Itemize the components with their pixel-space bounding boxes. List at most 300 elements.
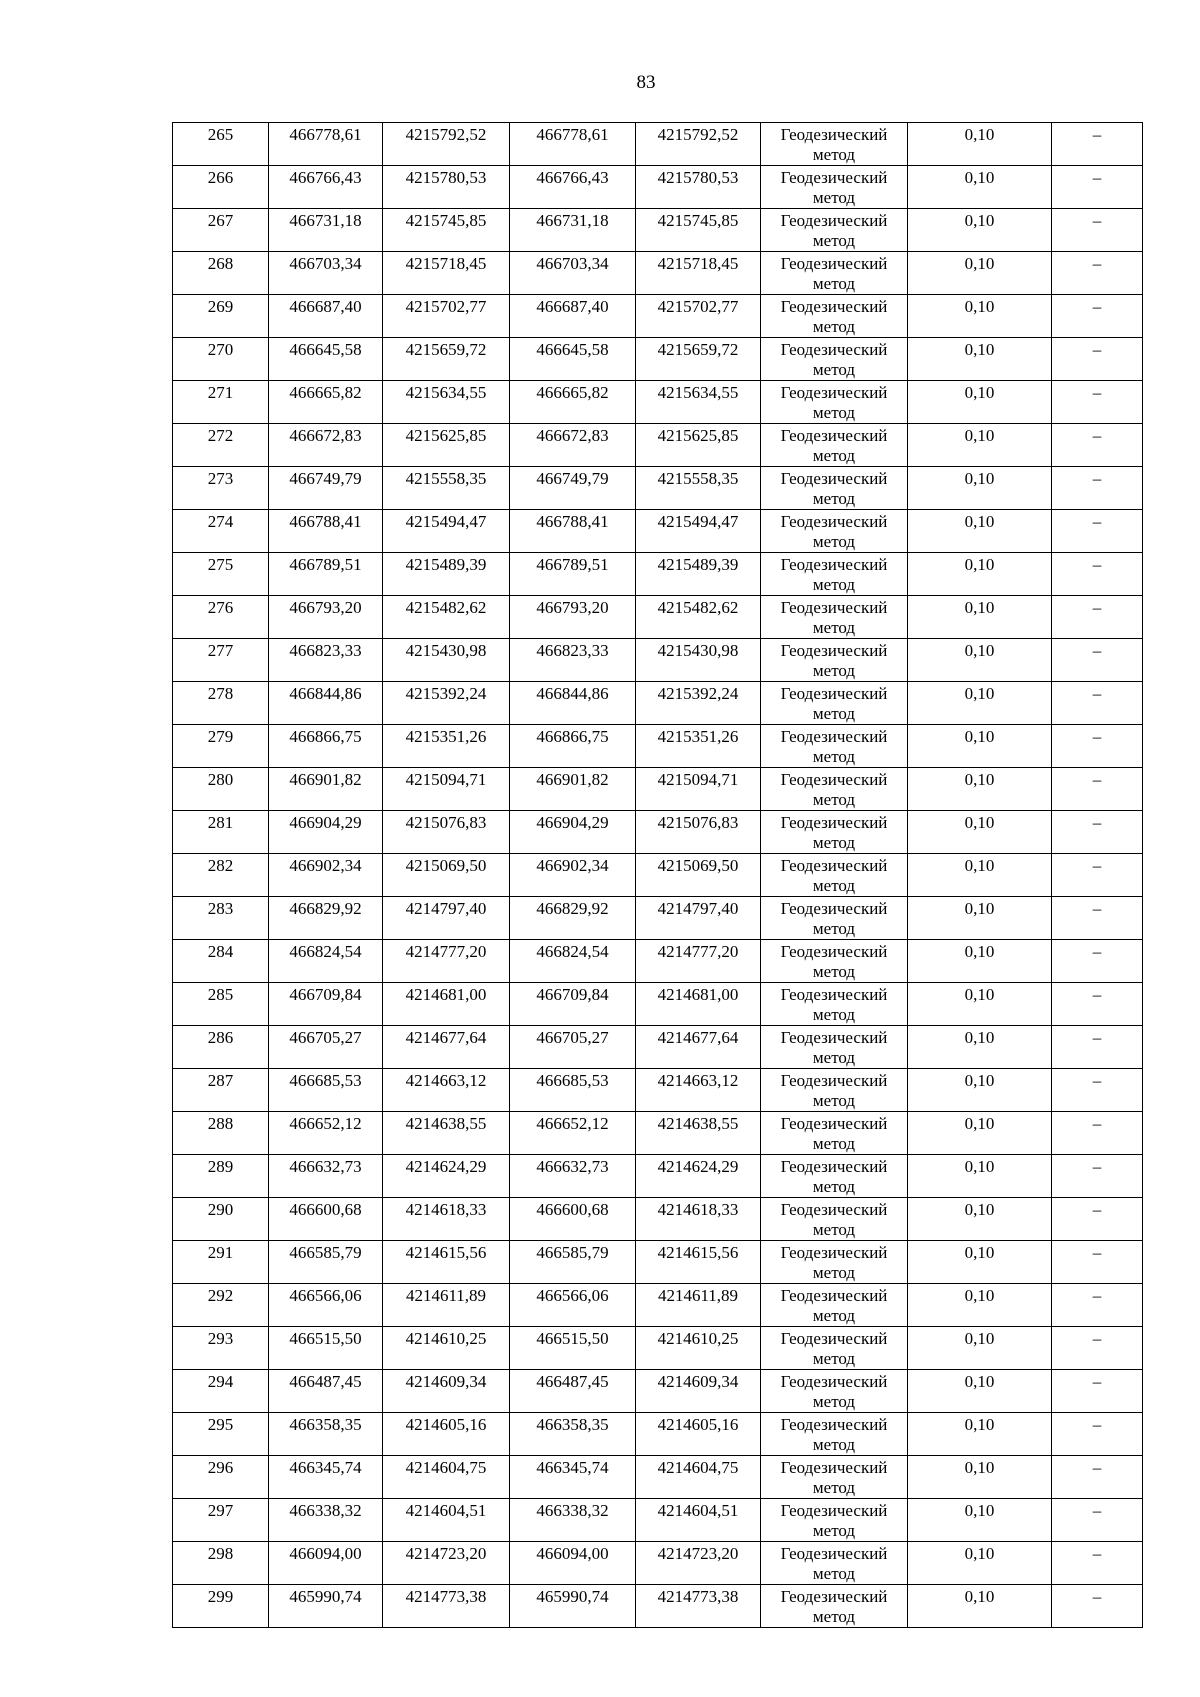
x-new-cell: 466685,53	[510, 1069, 636, 1112]
method-line1: Геодезический	[780, 340, 888, 359]
y-existing-cell: 4215659,72	[383, 338, 510, 381]
point-number-cell: 265	[173, 123, 269, 166]
x-existing-cell: 466789,51	[269, 553, 383, 596]
x-new-cell: 466731,18	[510, 209, 636, 252]
method-line2: метод	[812, 1134, 856, 1153]
x-new-cell: 466632,73	[510, 1155, 636, 1198]
method-cell	[761, 338, 908, 381]
x-new-cell: 466585,79	[510, 1241, 636, 1284]
accuracy-cell: 0,10	[908, 424, 1052, 467]
point-number-cell: 289	[173, 1155, 269, 1198]
x-new-cell: 466338,32	[510, 1499, 636, 1542]
table-row	[173, 1069, 1143, 1112]
method-line1: Геодезический	[780, 168, 888, 187]
table-row	[173, 639, 1143, 682]
method-line1: Геодезический	[780, 211, 888, 230]
description-cell: –	[1052, 467, 1143, 510]
table-row	[173, 940, 1143, 983]
y-new-cell: 4215430,98	[636, 639, 761, 682]
x-existing-cell: 466600,68	[269, 1198, 383, 1241]
accuracy-cell: 0,10	[908, 252, 1052, 295]
y-new-cell: 4214777,20	[636, 940, 761, 983]
point-number-cell: 276	[173, 596, 269, 639]
point-number-cell: 279	[173, 725, 269, 768]
method-line2: метод	[812, 317, 856, 336]
x-new-cell: 466866,75	[510, 725, 636, 768]
x-existing-cell: 466902,34	[269, 854, 383, 897]
x-existing-cell: 466709,84	[269, 983, 383, 1026]
accuracy-cell: 0,10	[908, 1370, 1052, 1413]
method-line1: Геодезический	[780, 254, 888, 273]
point-number-cell: 280	[173, 768, 269, 811]
x-new-cell: 466788,41	[510, 510, 636, 553]
accuracy-cell: 0,10	[908, 1241, 1052, 1284]
y-existing-cell: 4215489,39	[383, 553, 510, 596]
table-row	[173, 1155, 1143, 1198]
y-new-cell: 4214677,64	[636, 1026, 761, 1069]
x-new-cell: 466793,20	[510, 596, 636, 639]
y-new-cell: 4215745,85	[636, 209, 761, 252]
x-existing-cell: 466844,86	[269, 682, 383, 725]
method-line2: метод	[812, 1177, 856, 1196]
description-cell: –	[1052, 553, 1143, 596]
accuracy-cell: 0,10	[908, 1413, 1052, 1456]
method-line1: Геодезический	[780, 813, 888, 832]
method-line1: Геодезический	[780, 125, 888, 144]
point-number-cell: 275	[173, 553, 269, 596]
point-number-cell: 270	[173, 338, 269, 381]
table-row	[173, 1198, 1143, 1241]
y-existing-cell: 4215702,77	[383, 295, 510, 338]
method-cell	[761, 510, 908, 553]
point-number-cell: 299	[173, 1585, 269, 1628]
y-new-cell: 4215702,77	[636, 295, 761, 338]
method-line1: Геодезический	[780, 856, 888, 875]
method-line1: Геодезический	[780, 1458, 888, 1477]
method-line1: Геодезический	[780, 770, 888, 789]
accuracy-cell: 0,10	[908, 725, 1052, 768]
description-cell: –	[1052, 639, 1143, 682]
y-existing-cell: 4214604,51	[383, 1499, 510, 1542]
table-row	[173, 1284, 1143, 1327]
y-new-cell: 4215392,24	[636, 682, 761, 725]
x-existing-cell: 466665,82	[269, 381, 383, 424]
accuracy-cell: 0,10	[908, 510, 1052, 553]
y-new-cell: 4214611,89	[636, 1284, 761, 1327]
table-row	[173, 510, 1143, 553]
x-existing-cell: 466823,33	[269, 639, 383, 682]
method-line1: Геодезический	[780, 469, 888, 488]
x-new-cell: 466652,12	[510, 1112, 636, 1155]
accuracy-cell: 0,10	[908, 1112, 1052, 1155]
y-new-cell: 4215625,85	[636, 424, 761, 467]
point-number-cell: 285	[173, 983, 269, 1026]
y-new-cell: 4214604,75	[636, 1456, 761, 1499]
method-cell	[761, 682, 908, 725]
method-line1: Геодезический	[780, 1587, 888, 1606]
x-existing-cell: 466652,12	[269, 1112, 383, 1155]
description-cell: –	[1052, 983, 1143, 1026]
y-new-cell: 4215494,47	[636, 510, 761, 553]
accuracy-cell: 0,10	[908, 897, 1052, 940]
y-new-cell: 4214797,40	[636, 897, 761, 940]
method-line2: метод	[812, 575, 856, 594]
table-row	[173, 897, 1143, 940]
description-cell: –	[1052, 1198, 1143, 1241]
accuracy-cell: 0,10	[908, 1585, 1052, 1628]
x-new-cell: 466749,79	[510, 467, 636, 510]
y-existing-cell: 4215558,35	[383, 467, 510, 510]
y-new-cell: 4214610,25	[636, 1327, 761, 1370]
y-existing-cell: 4215745,85	[383, 209, 510, 252]
x-existing-cell: 466778,61	[269, 123, 383, 166]
method-cell	[761, 1542, 908, 1585]
x-new-cell: 466904,29	[510, 811, 636, 854]
method-cell	[761, 1413, 908, 1456]
point-number-cell: 290	[173, 1198, 269, 1241]
x-new-cell: 466789,51	[510, 553, 636, 596]
point-number-cell: 277	[173, 639, 269, 682]
method-line2: метод	[812, 618, 856, 637]
x-new-cell: 466687,40	[510, 295, 636, 338]
y-existing-cell: 4214605,16	[383, 1413, 510, 1456]
x-existing-cell: 466766,43	[269, 166, 383, 209]
method-cell	[761, 424, 908, 467]
point-number-cell: 272	[173, 424, 269, 467]
x-existing-cell: 466731,18	[269, 209, 383, 252]
method-line2: метод	[812, 188, 856, 207]
method-line2: метод	[812, 1005, 856, 1024]
method-cell	[761, 1155, 908, 1198]
description-cell: –	[1052, 1542, 1143, 1585]
description-cell: –	[1052, 1370, 1143, 1413]
method-cell	[761, 768, 908, 811]
method-line2: метод	[812, 747, 856, 766]
method-line2: метод	[812, 1349, 856, 1368]
y-new-cell: 4215489,39	[636, 553, 761, 596]
x-existing-cell: 466645,58	[269, 338, 383, 381]
table-row	[173, 381, 1143, 424]
method-line2: метод	[812, 919, 856, 938]
method-cell	[761, 1112, 908, 1155]
y-existing-cell: 4215094,71	[383, 768, 510, 811]
method-line1: Геодезический	[780, 1372, 888, 1391]
table-row	[173, 1456, 1143, 1499]
table-row	[173, 424, 1143, 467]
table-row	[173, 166, 1143, 209]
description-cell: –	[1052, 381, 1143, 424]
point-number-cell: 282	[173, 854, 269, 897]
x-new-cell: 466824,54	[510, 940, 636, 983]
description-cell: –	[1052, 811, 1143, 854]
y-existing-cell: 4215392,24	[383, 682, 510, 725]
point-number-cell: 284	[173, 940, 269, 983]
x-new-cell: 466600,68	[510, 1198, 636, 1241]
y-existing-cell: 4215482,62	[383, 596, 510, 639]
x-new-cell: 466358,35	[510, 1413, 636, 1456]
y-existing-cell: 4214638,55	[383, 1112, 510, 1155]
method-cell	[761, 940, 908, 983]
y-new-cell: 4214638,55	[636, 1112, 761, 1155]
x-existing-cell: 466749,79	[269, 467, 383, 510]
description-cell: –	[1052, 768, 1143, 811]
description-cell: –	[1052, 338, 1143, 381]
accuracy-cell: 0,10	[908, 682, 1052, 725]
method-cell	[761, 381, 908, 424]
x-new-cell: 466766,43	[510, 166, 636, 209]
method-cell	[761, 811, 908, 854]
method-line1: Геодезический	[780, 1157, 888, 1176]
table-row	[173, 553, 1143, 596]
description-cell: –	[1052, 1327, 1143, 1370]
point-number-cell: 283	[173, 897, 269, 940]
y-new-cell: 4215069,50	[636, 854, 761, 897]
method-line1: Геодезический	[780, 985, 888, 1004]
y-existing-cell: 4214777,20	[383, 940, 510, 983]
method-line1: Геодезический	[780, 1200, 888, 1219]
point-number-cell: 298	[173, 1542, 269, 1585]
method-line1: Геодезический	[780, 297, 888, 316]
y-existing-cell: 4214723,20	[383, 1542, 510, 1585]
method-cell	[761, 209, 908, 252]
x-new-cell: 466778,61	[510, 123, 636, 166]
y-existing-cell: 4214797,40	[383, 897, 510, 940]
method-cell	[761, 1456, 908, 1499]
accuracy-cell: 0,10	[908, 1284, 1052, 1327]
x-new-cell: 466844,86	[510, 682, 636, 725]
x-new-cell: 466094,00	[510, 1542, 636, 1585]
table-row	[173, 1370, 1143, 1413]
x-new-cell: 466901,82	[510, 768, 636, 811]
method-line2: метод	[812, 145, 856, 164]
accuracy-cell: 0,10	[908, 1542, 1052, 1585]
method-cell	[761, 1198, 908, 1241]
table-row	[173, 682, 1143, 725]
x-new-cell: 466345,74	[510, 1456, 636, 1499]
x-new-cell: 466902,34	[510, 854, 636, 897]
method-cell	[761, 1370, 908, 1413]
method-line2: метод	[812, 360, 856, 379]
method-cell	[761, 1026, 908, 1069]
x-existing-cell: 466685,53	[269, 1069, 383, 1112]
y-new-cell: 4215558,35	[636, 467, 761, 510]
y-existing-cell: 4215792,52	[383, 123, 510, 166]
method-line2: метод	[812, 1521, 856, 1540]
x-new-cell: 466645,58	[510, 338, 636, 381]
x-new-cell: 465990,74	[510, 1585, 636, 1628]
accuracy-cell: 0,10	[908, 639, 1052, 682]
point-number-cell: 288	[173, 1112, 269, 1155]
method-line1: Геодезический	[780, 1329, 888, 1348]
x-new-cell: 466829,92	[510, 897, 636, 940]
x-new-cell: 466665,82	[510, 381, 636, 424]
method-line1: Геодезический	[780, 1243, 888, 1262]
method-line2: метод	[812, 274, 856, 293]
method-cell	[761, 897, 908, 940]
table-row	[173, 811, 1143, 854]
method-cell	[761, 1284, 908, 1327]
coordinates-table	[172, 122, 1143, 1628]
table-row	[173, 1499, 1143, 1542]
y-new-cell: 4214618,33	[636, 1198, 761, 1241]
accuracy-cell: 0,10	[908, 381, 1052, 424]
x-existing-cell: 466687,40	[269, 295, 383, 338]
table-row	[173, 854, 1143, 897]
description-cell: –	[1052, 1456, 1143, 1499]
y-new-cell: 4215094,71	[636, 768, 761, 811]
description-cell: –	[1052, 1284, 1143, 1327]
y-existing-cell: 4214615,56	[383, 1241, 510, 1284]
accuracy-cell: 0,10	[908, 123, 1052, 166]
method-line2: метод	[812, 1048, 856, 1067]
method-cell	[761, 854, 908, 897]
point-number-cell: 297	[173, 1499, 269, 1542]
x-existing-cell: 465990,74	[269, 1585, 383, 1628]
y-existing-cell: 4214663,12	[383, 1069, 510, 1112]
method-line2: метод	[812, 661, 856, 680]
method-cell	[761, 983, 908, 1026]
y-new-cell: 4214615,56	[636, 1241, 761, 1284]
point-number-cell: 281	[173, 811, 269, 854]
point-number-cell: 267	[173, 209, 269, 252]
method-line2: метод	[812, 1564, 856, 1583]
y-existing-cell: 4215430,98	[383, 639, 510, 682]
method-line2: метод	[812, 1306, 856, 1325]
table-row	[173, 338, 1143, 381]
method-line1: Геодезический	[780, 641, 888, 660]
y-new-cell: 4215634,55	[636, 381, 761, 424]
table-row	[173, 1585, 1143, 1628]
method-line1: Геодезический	[780, 1286, 888, 1305]
point-number-cell: 286	[173, 1026, 269, 1069]
method-line2: метод	[812, 446, 856, 465]
y-existing-cell: 4214624,29	[383, 1155, 510, 1198]
method-cell	[761, 123, 908, 166]
accuracy-cell: 0,10	[908, 768, 1052, 811]
method-line1: Геодезический	[780, 598, 888, 617]
y-new-cell: 4214605,16	[636, 1413, 761, 1456]
y-existing-cell: 4214677,64	[383, 1026, 510, 1069]
x-new-cell: 466566,06	[510, 1284, 636, 1327]
x-existing-cell: 466585,79	[269, 1241, 383, 1284]
method-line1: Геодезический	[780, 942, 888, 961]
method-cell	[761, 295, 908, 338]
method-cell	[761, 1241, 908, 1284]
method-line1: Геодезический	[780, 555, 888, 574]
description-cell: –	[1052, 940, 1143, 983]
table-row	[173, 1241, 1143, 1284]
point-number-cell: 274	[173, 510, 269, 553]
table-row	[173, 252, 1143, 295]
point-number-cell: 271	[173, 381, 269, 424]
method-line1: Геодезический	[780, 1071, 888, 1090]
x-existing-cell: 466904,29	[269, 811, 383, 854]
y-new-cell: 4214624,29	[636, 1155, 761, 1198]
y-new-cell: 4215718,45	[636, 252, 761, 295]
method-cell	[761, 252, 908, 295]
x-new-cell: 466823,33	[510, 639, 636, 682]
accuracy-cell: 0,10	[908, 1026, 1052, 1069]
method-line2: метод	[812, 231, 856, 250]
method-cell	[761, 639, 908, 682]
x-existing-cell: 466829,92	[269, 897, 383, 940]
method-line1: Геодезический	[780, 1114, 888, 1133]
y-existing-cell: 4214610,25	[383, 1327, 510, 1370]
method-line1: Геодезический	[780, 426, 888, 445]
method-cell	[761, 1327, 908, 1370]
y-new-cell: 4215482,62	[636, 596, 761, 639]
table-row	[173, 768, 1143, 811]
description-cell: –	[1052, 1585, 1143, 1628]
x-existing-cell: 466703,34	[269, 252, 383, 295]
description-cell: –	[1052, 1069, 1143, 1112]
y-existing-cell: 4215076,83	[383, 811, 510, 854]
point-number-cell: 295	[173, 1413, 269, 1456]
page-number: 83	[636, 72, 656, 93]
description-cell: –	[1052, 854, 1143, 897]
y-new-cell: 4214723,20	[636, 1542, 761, 1585]
y-new-cell: 4215792,52	[636, 123, 761, 166]
description-cell: –	[1052, 295, 1143, 338]
y-existing-cell: 4214611,89	[383, 1284, 510, 1327]
accuracy-cell: 0,10	[908, 553, 1052, 596]
point-number-cell: 268	[173, 252, 269, 295]
x-new-cell: 466709,84	[510, 983, 636, 1026]
method-line1: Геодезический	[780, 1028, 888, 1047]
x-existing-cell: 466094,00	[269, 1542, 383, 1585]
x-existing-cell: 466901,82	[269, 768, 383, 811]
method-line2: метод	[812, 876, 856, 895]
accuracy-cell: 0,10	[908, 295, 1052, 338]
table-row	[173, 1542, 1143, 1585]
method-line1: Геодезический	[780, 1501, 888, 1520]
method-line2: метод	[812, 1220, 856, 1239]
method-cell	[761, 467, 908, 510]
y-existing-cell: 4215351,26	[383, 725, 510, 768]
y-existing-cell: 4214681,00	[383, 983, 510, 1026]
accuracy-cell: 0,10	[908, 940, 1052, 983]
y-existing-cell: 4215069,50	[383, 854, 510, 897]
x-existing-cell: 466788,41	[269, 510, 383, 553]
x-existing-cell: 466566,06	[269, 1284, 383, 1327]
method-cell	[761, 596, 908, 639]
description-cell: –	[1052, 682, 1143, 725]
x-new-cell: 466703,34	[510, 252, 636, 295]
y-new-cell: 4214604,51	[636, 1499, 761, 1542]
y-new-cell: 4214609,34	[636, 1370, 761, 1413]
method-line2: метод	[812, 1435, 856, 1454]
point-number-cell: 269	[173, 295, 269, 338]
table-row	[173, 1026, 1143, 1069]
method-line2: метод	[812, 1392, 856, 1411]
accuracy-cell: 0,10	[908, 811, 1052, 854]
point-number-cell: 273	[173, 467, 269, 510]
description-cell: –	[1052, 1413, 1143, 1456]
table-row	[173, 209, 1143, 252]
method-line2: метод	[812, 489, 856, 508]
x-new-cell: 466672,83	[510, 424, 636, 467]
accuracy-cell: 0,10	[908, 854, 1052, 897]
description-cell: –	[1052, 123, 1143, 166]
x-new-cell: 466515,50	[510, 1327, 636, 1370]
y-existing-cell: 4215625,85	[383, 424, 510, 467]
method-line2: метод	[812, 1607, 856, 1626]
description-cell: –	[1052, 1026, 1143, 1069]
description-cell: –	[1052, 166, 1143, 209]
method-cell	[761, 1069, 908, 1112]
accuracy-cell: 0,10	[908, 1069, 1052, 1112]
y-new-cell: 4214773,38	[636, 1585, 761, 1628]
